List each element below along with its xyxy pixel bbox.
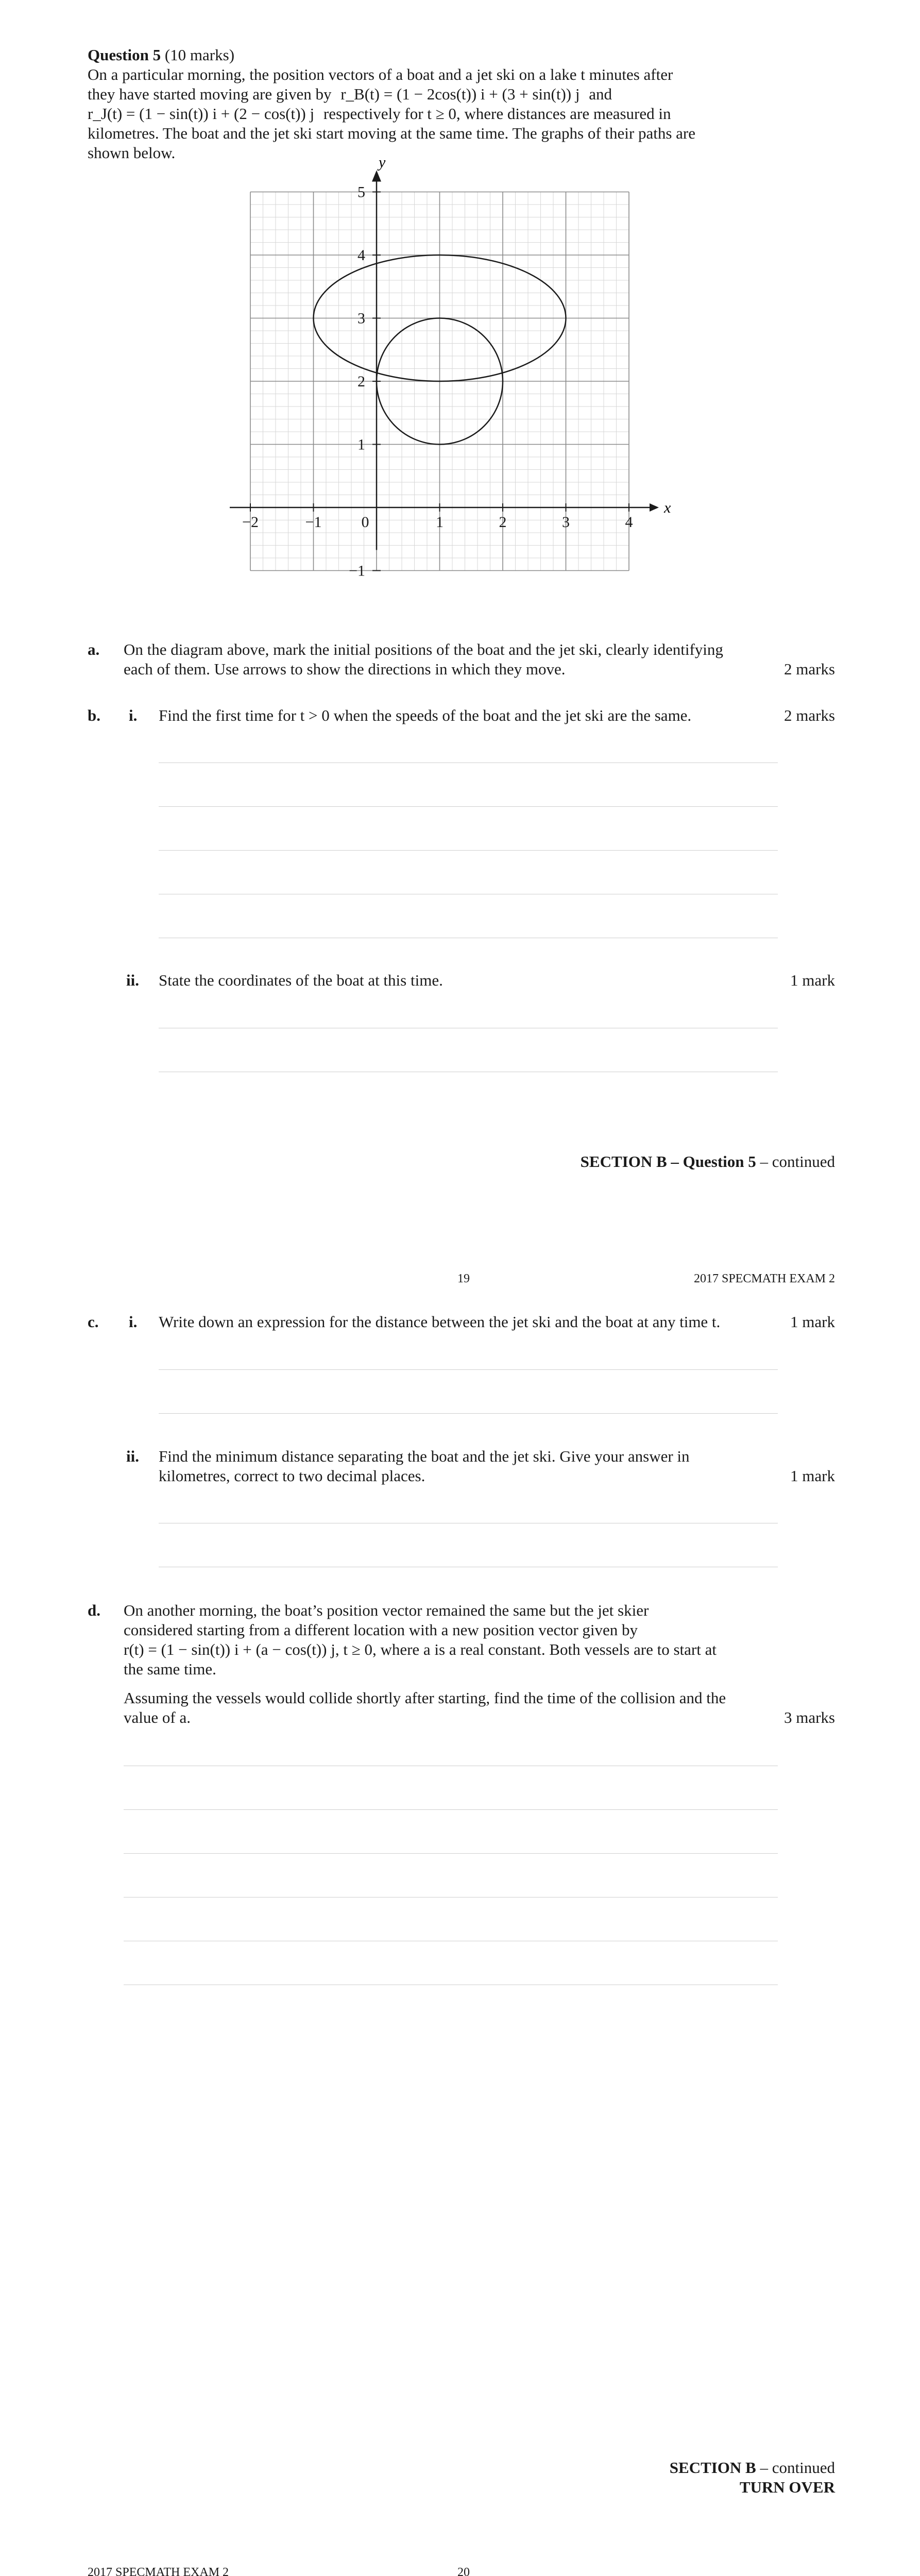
part-d-marks: 3 marks	[783, 1708, 835, 1726]
new-position-vector: r(t) = (1 − sin(t)) i + (a − cos(t)) j	[124, 1640, 335, 1658]
question-title	[88, 45, 234, 65]
x-tick-label: 3	[562, 514, 570, 531]
turn-over: TURN OVER	[739, 2478, 835, 2496]
footer-continued: – continued	[760, 2459, 835, 2477]
path-graph	[196, 154, 690, 608]
question-marks: (10 marks)	[164, 46, 235, 64]
continued-word: – continued	[760, 1153, 835, 1171]
part-d-text-6: value of a.	[124, 1708, 191, 1726]
part-c-ii-label: ii.	[126, 1447, 139, 1465]
part-b-i-label: i.	[129, 706, 138, 724]
x-tick-label: −1	[305, 514, 322, 531]
x-tick-label: 2	[499, 514, 507, 531]
page-number-20: 20	[457, 2566, 470, 2576]
intro-line-2	[88, 84, 612, 104]
answer-line[interactable]	[159, 806, 778, 807]
y-tick-label: 1	[357, 436, 365, 453]
part-d-text-1: On another morning, the boat’s position vector remained the same but the jet skier	[124, 1601, 649, 1619]
part-d-text-5: Assuming the vessels would collide shortly after starting, find the time of the collision and the	[124, 1689, 726, 1707]
x-tick-label: −2	[242, 514, 259, 531]
y-tick-label: −1	[349, 562, 365, 580]
intro-line-2-text: they have started moving are given by	[88, 85, 332, 103]
intro-line-1: On a particular morning, the position vectors of a boat and a jet ski on a lake t minutes after	[88, 65, 673, 83]
y-tick-label: 2	[357, 373, 365, 390]
intro-line-5: shown below.	[88, 144, 176, 162]
part-c-i-label: i.	[129, 1313, 138, 1331]
intro-line-3-text: respectively for t ≥ 0, where distances are measured in	[323, 105, 671, 123]
part-b-ii-text: State the coordinates of the boat at this time.	[159, 971, 443, 989]
part-d-text-3b: , t ≥ 0, where a is a real constant. Both vessels are to start at	[335, 1640, 717, 1658]
footer-section: SECTION B	[669, 2459, 756, 2477]
y-tick-label: 4	[357, 247, 365, 264]
part-c-i-marks: 1 mark	[790, 1313, 835, 1331]
x-tick-label: 1	[436, 514, 444, 531]
answer-line[interactable]	[124, 1853, 778, 1854]
part-b-ii-label: ii.	[126, 971, 139, 989]
part-a-text-1: On the diagram above, mark the initial positions of the boat and the jet ski, clearly identifying	[124, 640, 723, 658]
page-continued-footer	[581, 1152, 835, 1172]
answer-line[interactable]	[159, 1413, 778, 1414]
exam-header-page20: 2017 SPECMATH EXAM 2	[88, 2566, 229, 2576]
answer-line[interactable]	[159, 850, 778, 851]
y-axis-label: y	[379, 154, 386, 171]
part-b-i-text: Find the first time for t > 0 when the speeds of the boat and the jet ski are the same.	[159, 706, 692, 724]
y-tick-label: 3	[357, 310, 365, 327]
section-continued-footer	[670, 2458, 835, 2478]
part-c-ii-text-2: kilometres, correct to two decimal places.	[159, 1467, 425, 1485]
part-b-i-marks: 2 marks	[783, 706, 835, 724]
answer-line[interactable]	[159, 1369, 778, 1370]
part-d-text-4: the same time.	[124, 1660, 216, 1678]
x-axis-label: x	[664, 499, 671, 516]
part-d-text-3	[124, 1640, 717, 1659]
part-a-text-2: each of them. Use arrows to show the directions in which they move.	[124, 660, 566, 678]
x-tick-label: 4	[625, 514, 633, 531]
answer-line[interactable]	[124, 1809, 778, 1810]
continued-section: SECTION B – Question 5	[580, 1153, 756, 1171]
intro-line-3	[88, 104, 671, 124]
part-a-marks: 2 marks	[783, 660, 835, 678]
question-number: Question 5	[88, 46, 161, 64]
part-c-label: c.	[88, 1313, 99, 1331]
graph-axes	[230, 171, 659, 571]
and-word: and	[589, 85, 612, 103]
x-tick-label: 0	[361, 514, 369, 531]
part-d-text-2: considered starting from a different location with a new position vector given by	[124, 1621, 638, 1639]
x-axis-arrow	[650, 503, 659, 512]
y-axis-arrow	[372, 171, 381, 182]
part-d-label: d.	[88, 1601, 100, 1619]
boat-position-vector: r_B(t) = (1 − 2cos(t)) i + (3 + sin(t)) j	[340, 85, 580, 103]
jetski-position-vector: r_J(t) = (1 − sin(t)) i + (2 − cos(t)) j	[88, 105, 315, 123]
part-b-ii-marks: 1 mark	[790, 971, 835, 989]
exam-header: 2017 SPECMATH EXAM 2	[693, 1272, 835, 1285]
part-c-i-text: Write down an expression for the distance between the jet ski and the boat at any time t.	[159, 1313, 721, 1331]
intro-line-4: kilometres. The boat and the jet ski start moving at the same time. The graphs of their paths are	[88, 124, 695, 142]
part-c-ii-text-1: Find the minimum distance separating the boat and the jet ski. Give your answer in	[159, 1447, 690, 1465]
part-c-ii-marks: 1 mark	[790, 1467, 835, 1485]
part-a-label: a.	[88, 640, 100, 658]
y-tick-label: 5	[357, 183, 365, 201]
part-b-label: b.	[88, 706, 100, 724]
page-number: 19	[457, 1272, 470, 1285]
answer-line[interactable]	[159, 762, 778, 763]
